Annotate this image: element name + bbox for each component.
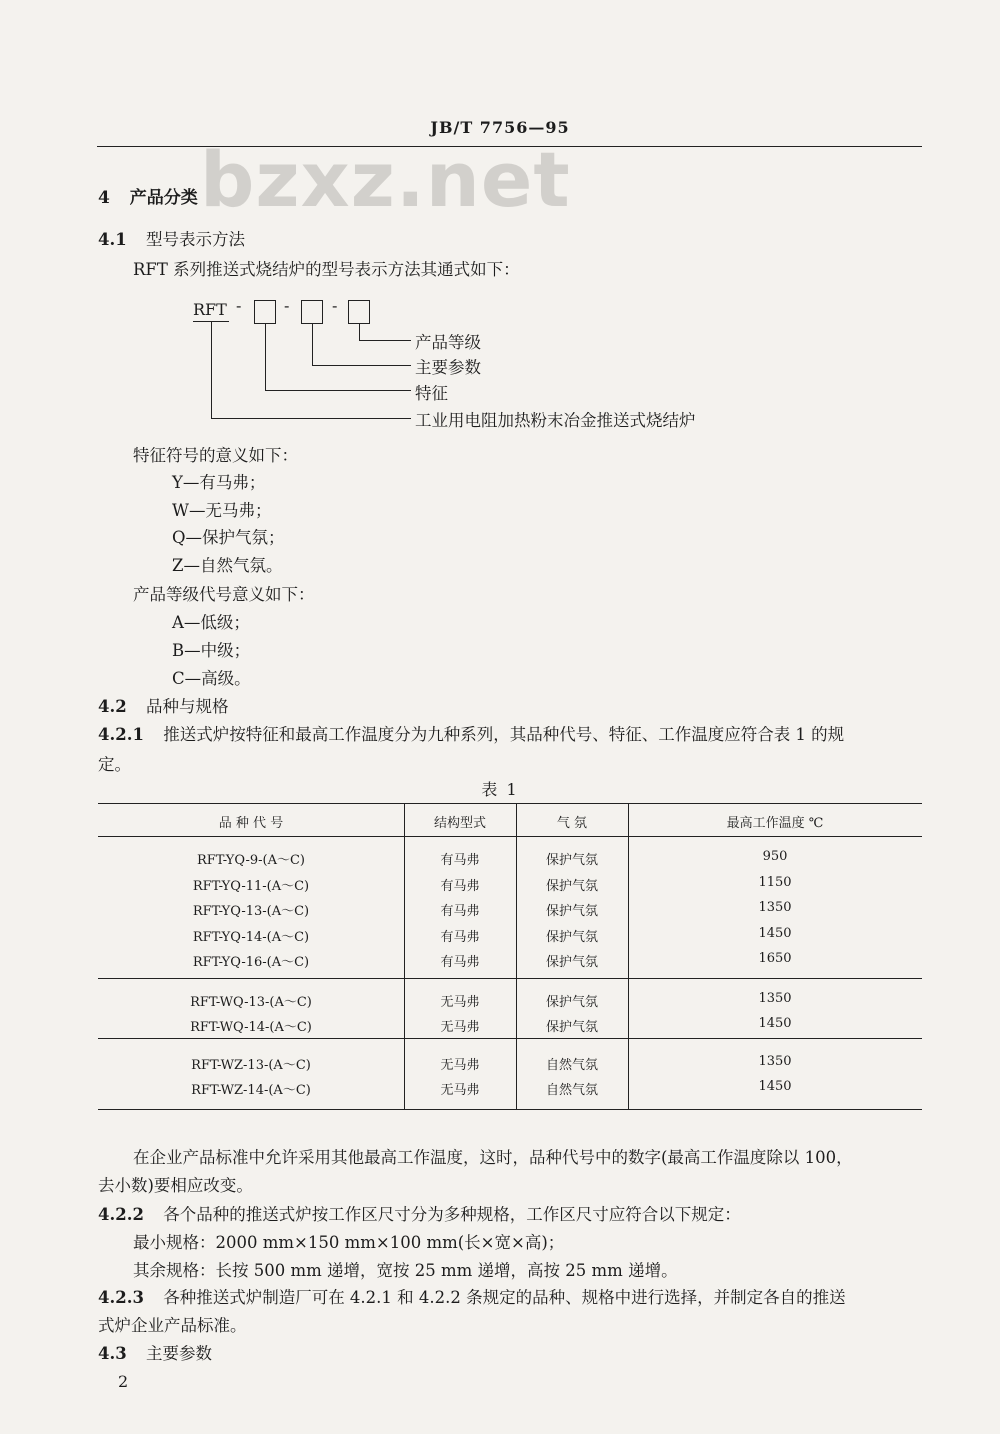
section-4-2-3-line1	[98, 1284, 846, 1308]
temperature-cell: 950	[762, 849, 788, 864]
grade-intro: 产品等级代号意义如下：	[133, 585, 315, 604]
atmosphere-cell: 保护气氛	[545, 930, 598, 945]
variety-code-cell: RFT-YQ-14-(A～C)	[192, 930, 310, 945]
feature-item: W—无马弗；	[172, 501, 272, 520]
leader-line	[211, 418, 411, 419]
table-group-rule	[98, 1038, 922, 1039]
note-line1: 在企业产品标准中允许采用其他最高工作温度，这时，品种代号中的数字(最高工作温度除以 100，	[133, 1148, 853, 1167]
feature-intro: 特征符号的意义如下：	[133, 446, 298, 465]
variety-code-cell: RFT-WQ-14-(A～C)	[190, 1020, 312, 1035]
structure-cell: 无马弗	[440, 1058, 480, 1073]
label-furnace-type: 工业用电阻加热粉末冶金推送式烧结炉	[415, 411, 696, 430]
grade-item: B—中级；	[172, 641, 251, 660]
leader-line	[211, 322, 212, 418]
table-bottom-rule	[98, 1109, 922, 1110]
table-group-rule	[98, 978, 922, 979]
feature-box	[254, 300, 276, 324]
section-number: 4.1	[98, 230, 127, 249]
atmosphere-cell: 保护气氛	[545, 1020, 598, 1035]
temperature-cell: 1350	[758, 1054, 792, 1069]
structure-cell: 无马弗	[440, 995, 480, 1010]
document-code: JB/T 7756—95	[430, 118, 570, 137]
feature-item: Y—有马弗；	[172, 473, 266, 492]
section-number: 4.2.1	[98, 725, 144, 744]
temperature-cell: 1450	[758, 926, 792, 941]
section-4-2-heading	[98, 693, 228, 717]
atmosphere-cell: 自然气氛	[545, 1083, 598, 1098]
table-top-rule	[98, 803, 922, 804]
section-number: 4.2	[98, 697, 127, 716]
section-number: 4	[98, 188, 110, 208]
header-rule	[97, 146, 922, 147]
table-caption: 表 1	[481, 780, 519, 799]
variety-code-cell: RFT-YQ-13-(A～C)	[192, 904, 310, 919]
variety-code-cell: RFT-YQ-9-(A～C)	[196, 853, 306, 868]
temperature-cell: 1350	[758, 900, 792, 915]
temperature-cell: 1350	[758, 991, 792, 1006]
section-4-heading	[98, 183, 198, 208]
section-4-2-3-line2: 式炉企业产品标准。	[98, 1316, 247, 1335]
section-number: 4.2.2	[98, 1205, 144, 1224]
note-line2: 去小数)要相应改变。	[98, 1176, 253, 1195]
structure-cell: 有马弗	[440, 853, 480, 868]
leader-line	[359, 323, 360, 340]
table-header-cell: 品 种 代 号	[218, 816, 284, 831]
variety-code-cell: RFT-WZ-13-(A～C)	[191, 1058, 311, 1073]
dash: -	[332, 296, 338, 315]
section-4-2-1-line1	[98, 721, 844, 745]
structure-cell: 有马弗	[440, 879, 480, 894]
atmosphere-cell: 保护气氛	[545, 853, 598, 868]
feature-item: Q—保护气氛；	[172, 528, 285, 547]
atmosphere-cell: 自然气氛	[545, 1058, 598, 1073]
variety-code-cell: RFT-YQ-16-(A～C)	[192, 955, 310, 970]
structure-cell: 无马弗	[440, 1083, 480, 1098]
atmosphere-cell: 保护气氛	[545, 879, 598, 894]
model-intro: RFT 系列推送式烧结炉的型号表示方法其通式如下：	[133, 260, 520, 279]
paragraph-text: 各种推送式炉制造厂可在 4.2.1 和 4.2.2 条规定的品种、规格中进行选择，并制定各自的推送	[163, 1288, 846, 1307]
temperature-cell: 1150	[758, 875, 792, 890]
grade-item: C—高级。	[172, 669, 251, 688]
temperature-cell: 1450	[758, 1079, 792, 1094]
table-1	[98, 803, 922, 1111]
table-header-cell: 结构型式	[433, 816, 486, 831]
paragraph-text: 推送式炉按特征和最高工作温度分为九种系列，其品种代号、特征、工作温度应符合表 1 的规	[163, 725, 845, 744]
feature-item: Z—自然气氛。	[172, 556, 283, 575]
watermark: bzxz.net	[200, 135, 571, 224]
leader-line	[359, 340, 411, 341]
table-header-rule	[98, 836, 922, 837]
structure-cell: 有马弗	[440, 955, 480, 970]
model-prefix: RFT	[193, 300, 227, 319]
atmosphere-cell: 保护气氛	[545, 955, 598, 970]
structure-cell: 无马弗	[440, 1020, 480, 1035]
leader-line	[312, 323, 313, 365]
temperature-cell: 1450	[758, 1016, 792, 1031]
section-title: 型号表示方法	[145, 230, 245, 249]
dash: -	[236, 296, 242, 315]
label-feature: 特征	[415, 384, 448, 403]
leader-line	[265, 390, 411, 391]
section-title: 主要参数	[145, 1344, 212, 1363]
grade-item: A—低级；	[172, 613, 250, 632]
structure-cell: 有马弗	[440, 904, 480, 919]
dash: -	[284, 296, 290, 315]
label-grade: 产品等级	[415, 333, 481, 352]
section-4-2-2	[98, 1201, 741, 1225]
table-header-cell: 最高工作温度 ℃	[726, 816, 824, 831]
label-main-parameter: 主要参数	[415, 358, 481, 377]
section-4-3-heading	[98, 1340, 212, 1364]
min-spec: 最小规格：2000 mm×150 mm×100 mm(长×宽×高)；	[133, 1233, 565, 1252]
table-header-cell: 气 氛	[556, 816, 588, 831]
variety-code-cell: RFT-WQ-13-(A～C)	[190, 995, 312, 1010]
temperature-cell: 1650	[758, 951, 792, 966]
paragraph-text: 各个品种的推送式炉按工作区尺寸分为多种规格，工作区尺寸应符合以下规定：	[163, 1205, 741, 1224]
grade-box	[348, 300, 370, 324]
section-4-2-1-line2: 定。	[98, 755, 131, 774]
variety-code-cell: RFT-YQ-11-(A～C)	[192, 879, 310, 894]
page-number: 2	[118, 1372, 129, 1391]
atmosphere-cell: 保护气氛	[545, 995, 598, 1010]
leader-line	[312, 365, 411, 366]
structure-cell: 有马弗	[440, 930, 480, 945]
leader-line	[265, 323, 266, 390]
atmosphere-cell: 保护气氛	[545, 904, 598, 919]
section-title: 产品分类	[129, 188, 198, 208]
section-number: 4.3	[98, 1344, 127, 1363]
other-spec: 其余规格：长按 500 mm 递增，宽按 25 mm 递增，高按 25 mm 递增。	[133, 1261, 678, 1280]
section-number: 4.2.3	[98, 1288, 144, 1307]
variety-code-cell: RFT-WZ-14-(A～C)	[191, 1083, 311, 1098]
section-4-1-heading	[98, 226, 245, 250]
section-title: 品种与规格	[145, 697, 229, 716]
parameter-box	[301, 300, 323, 324]
